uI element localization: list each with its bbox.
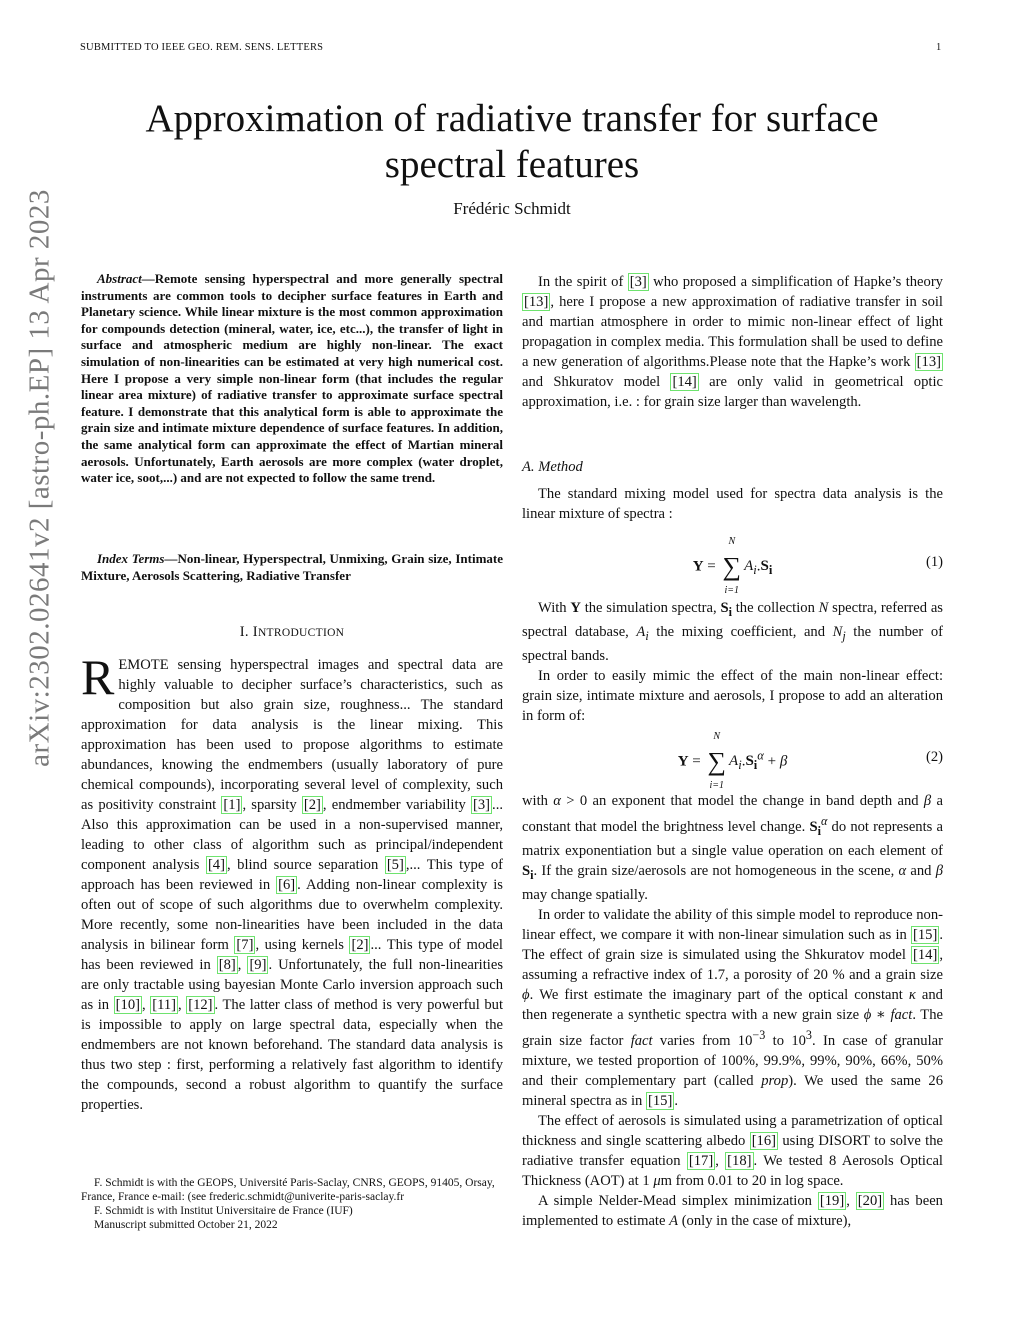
index-terms-text: Non-linear, Hyperspectral, Unmixing, Grain size, Intimate Mixture, Aerosols Scattering, Radiative Transfer xyxy=(81,551,503,583)
citation-link[interactable]: [18] xyxy=(727,1152,752,1169)
subsection-heading-method: A. Method xyxy=(522,459,583,475)
citation-link[interactable]: [4] xyxy=(207,857,225,873)
citation-link[interactable]: [2] xyxy=(303,797,321,813)
citation-link[interactable]: [13] xyxy=(916,354,941,370)
citation-link[interactable]: [2] xyxy=(351,937,369,953)
citation-link[interactable]: [12] xyxy=(188,997,213,1013)
arxiv-stamp xyxy=(20,0,60,1325)
citation-link[interactable]: [5] xyxy=(386,857,404,873)
citation-link[interactable]: [1] xyxy=(223,797,241,813)
citation-link[interactable]: [11] xyxy=(152,997,176,1013)
citation-link[interactable]: [14] xyxy=(672,374,697,390)
equation-number: (2) xyxy=(925,749,943,765)
citation-link[interactable]: [3] xyxy=(629,274,647,290)
citation-link[interactable]: [7] xyxy=(236,937,254,953)
citation-link[interactable]: [17] xyxy=(688,1152,714,1169)
index-terms xyxy=(81,551,503,584)
arxiv-id: arXiv:2302.02641v2 [astro-ph.EP] 13 Apr 2023 xyxy=(23,189,56,767)
footnote-affiliation: F. Schmidt is with the GEOPS, Université Paris-Saclay, CNRS, GEOPS, 91405, Orsay, France, France e-mail: (see frederic.schmidt@univerite-paris-saclay.fr xyxy=(81,1177,495,1203)
footnote-submitted: Manuscript submitted October 21, 2022 xyxy=(94,1219,278,1231)
right-intro-paragraph: In the spirit of [3] who proposed a simplification of Hapke’s theory [13] , here I propose a new approximation of radiative transfer in soil and martian atmosphere in order to mimic non-linear effect of light propagation in complex media. This formulation shall be used to define a new generation of algorithms.Please note that the Hapke’s work [13] and Shkuratov model [14] are only valid in geometrical optic approximation, i.e. : for grain size larger than wavelength. xyxy=(522,274,943,410)
equation-2: Y = ∑ N i=1 $A_i.S_i^\alpha + \beta$ (2) xyxy=(677,731,943,791)
citation-link[interactable]: [6] xyxy=(278,877,296,893)
author: Frédéric Schmidt xyxy=(453,199,571,218)
method-intro: The standard mixing model used for spectra data analysis is the linear mixture of spectra : xyxy=(522,486,943,522)
equation-number: (1) xyxy=(925,554,943,570)
citation-link[interactable]: [16] xyxy=(751,1132,777,1149)
citation-link[interactable]: [19] xyxy=(819,1192,845,1209)
citation-link[interactable]: [8] xyxy=(218,957,236,973)
section-heading-introduction: I. INTRODUCTION xyxy=(239,624,345,640)
index-terms-label: Index Terms— xyxy=(97,551,178,566)
abstract xyxy=(81,271,503,487)
citation-link[interactable]: [13] xyxy=(524,294,549,310)
abstract-text: Remote sensing hyperspectral and more generally spectral instruments are common tools to decipher surface features in Earth and Planetary science. While linear mixture is the most common approximation for compounds detection (mineral, water, ice, etc...), the transfer of light in surface and atmospheric medium are highly non-linear. The exact simulation of non-linearities can be estimated at very high numerical cost. Here I propose a very simple non-linear form (that includes the regular linear area mixture) of radiative transfer to approximate surface spectral feature. I demonstrate that this analytical form is able to approximate the grain size and intimate mixture dependence of surface features. In addition, the same analytical form can approximate the effect of Martian mineral aerosols. Unfortunately, Earth aerosols are more complex (water droplet, water ice, soot,...) and are not expected to follow the same trend. xyxy=(81,271,503,486)
paper-title: Approximation of radiative transfer for surface spectral features xyxy=(145,97,879,186)
citation-link[interactable]: [15] xyxy=(648,1092,673,1109)
dropcap: R xyxy=(81,649,115,705)
journal-header: SUBMITTED TO IEEE GEO. REM. SENS. LETTERS xyxy=(80,42,324,53)
equation-1: Y = ∑ N i=1 $A_i.S_i$ (1) xyxy=(692,536,943,596)
footnotes xyxy=(81,1176,503,1232)
citation-link[interactable]: [14] xyxy=(913,946,938,963)
abstract-label: Abstract— xyxy=(97,271,155,286)
method-description: With Y the simulation spectra, $S_i$ the collection N spectra, referred as spectral database, $A_i$ the mixing coefficient, and $N_j$ the number of spectral bands. In order to easily mimic the effect of the main non-linear effect: grain size, intimate mixture and aerosols, I propose to add an alteration in form of: xyxy=(522,600,943,724)
footnote-iuf: F. Schmidt is with Institut Universitaire de France (IUF) xyxy=(94,1205,353,1217)
method-details: with α > 0 an exponent that model the change in band depth and β a constant that model the brightness level change. $S_i^\alpha$ do not represents a matrix exponentiation but a single value operation on each element of $S_i$. If the grain size/aerosols are not homogeneous in the scene, α and β may change spatially. In order to validate the ability of this simple model to reproduce non-linear effect, we compare it with non-linear simulation such as in [15] . The effect of grain size is simulated using the Shkuratov model [14] , assuming a refractive index of 1.7, a porosity of 20 % and a grain size ϕ. We first estimate the imaginary part of the optical constant κ and then regenerate a synthetic spectra with a new grain size ϕ ∗ fact. The grain size factor fact varies from $10^{-3}$ to $10^3$. In case of granular mixture, we tested proportion of 100%, 99.9%, 99%, 90%, 66%, 50% and their complementary part (called prop). We used the same 26 mineral spectra as in [15] . The effect of aerosols is simulated using a parametrization of optical thickness and single scattering albedo [16] using DISORT to solve the radiative transfer equation [17] , [18] . We tested 8 Aerosols Optical Thickness (AOT) at 1 μm from 0.01 to 20 in log space. A simple Nelder-Mead simplex minimization [19] , [20] has been implemented to estimate A (only in the case of mixture), xyxy=(522,793,944,1229)
page-number: 1 xyxy=(936,42,942,53)
citation-link[interactable]: [9] xyxy=(249,957,267,973)
citation-link[interactable]: [3] xyxy=(473,797,491,813)
introduction-body: REMOTE sensing hyperspectral images and spectral data are highly valuable to decipher surface’s characteristics, such as composition but also grain size, roughness... The standard approximation for data analysis is the linear mixing. This approximation has been used to propose algorithms to estimate abundances, knowing the endmembers (usually laboratory of pure chemical compounds), incorporating several level of complexity, such as positivity constraint [1] , sparsity [2] , endmember variability [3] ... Also this approximation can be used in a non-supervised manner, leading to other class of algorithm such as principal/independent component analysis [4] , blind source separation [5] ,... This type of approach has been reviewed in [6] . Adding non-linear complexity is often out of scope of such algorithms due to overwhelm complexity. More recently, some non-linearities have been included in the data analysis in bilinear form [7] , using kernels [2] ... This type of model has been reviewed in [8] , [9] . Unfortunately, the full non-linearities are only tractable using bayesian Monte Carlo inversion approach such as in [10] , [11] , [12] . The latter class of method is very powerful but is impossible to apply on large spectral data, especially when the endmembers are not known beforehand. The standard data analysis is thus two step : first, performing a relatively fast algorithm to identify the compounds, second a robust algorithm to quantify the surface properties. xyxy=(81,649,503,1113)
citation-link[interactable]: [20] xyxy=(857,1192,883,1209)
citation-link[interactable]: [10] xyxy=(115,997,140,1013)
citation-link[interactable]: [15] xyxy=(913,926,938,943)
